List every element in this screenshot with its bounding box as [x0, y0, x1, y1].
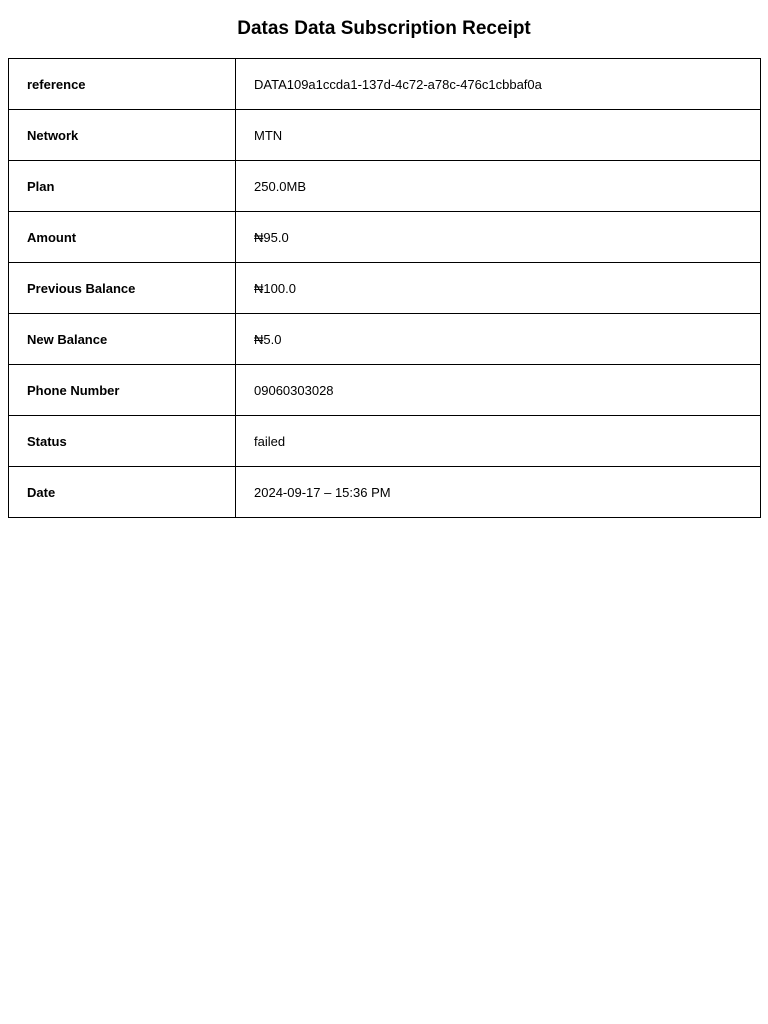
- receipt-row-reference: [9, 59, 761, 110]
- row-value: 250.0MB: [236, 161, 761, 212]
- row-label: Amount: [9, 212, 236, 263]
- row-label: reference: [9, 59, 236, 110]
- row-value: failed: [236, 416, 761, 467]
- row-label: Previous Balance: [9, 263, 236, 314]
- receipt-title: Datas Data Subscription Receipt: [237, 18, 531, 39]
- receipt-table: [8, 58, 761, 518]
- row-value: 2024-09-17 – 15:36 PM: [236, 467, 761, 518]
- receipt-row-amount: [9, 212, 761, 263]
- receipt-row-previous-balance: [9, 263, 761, 314]
- row-value: MTN: [236, 110, 761, 161]
- row-value: DATA109a1ccda1-137d-4c72-a78c-476c1cbbaf0a: [236, 59, 761, 110]
- receipt-row-new-balance: [9, 314, 761, 365]
- receipt-row-status: [9, 416, 761, 467]
- row-value: ₦100.0: [236, 263, 761, 314]
- row-label: Phone Number: [9, 365, 236, 416]
- row-label: New Balance: [9, 314, 236, 365]
- row-value: ₦5.0: [236, 314, 761, 365]
- row-label: Plan: [9, 161, 236, 212]
- row-value: ₦95.0: [236, 212, 761, 263]
- row-value: 09060303028: [236, 365, 761, 416]
- row-label: Network: [9, 110, 236, 161]
- receipt-row-date: [9, 467, 761, 518]
- row-label: Date: [9, 467, 236, 518]
- receipt-row-phone-number: [9, 365, 761, 416]
- receipt-row-network: [9, 110, 761, 161]
- receipt-row-plan: [9, 161, 761, 212]
- row-label: Status: [9, 416, 236, 467]
